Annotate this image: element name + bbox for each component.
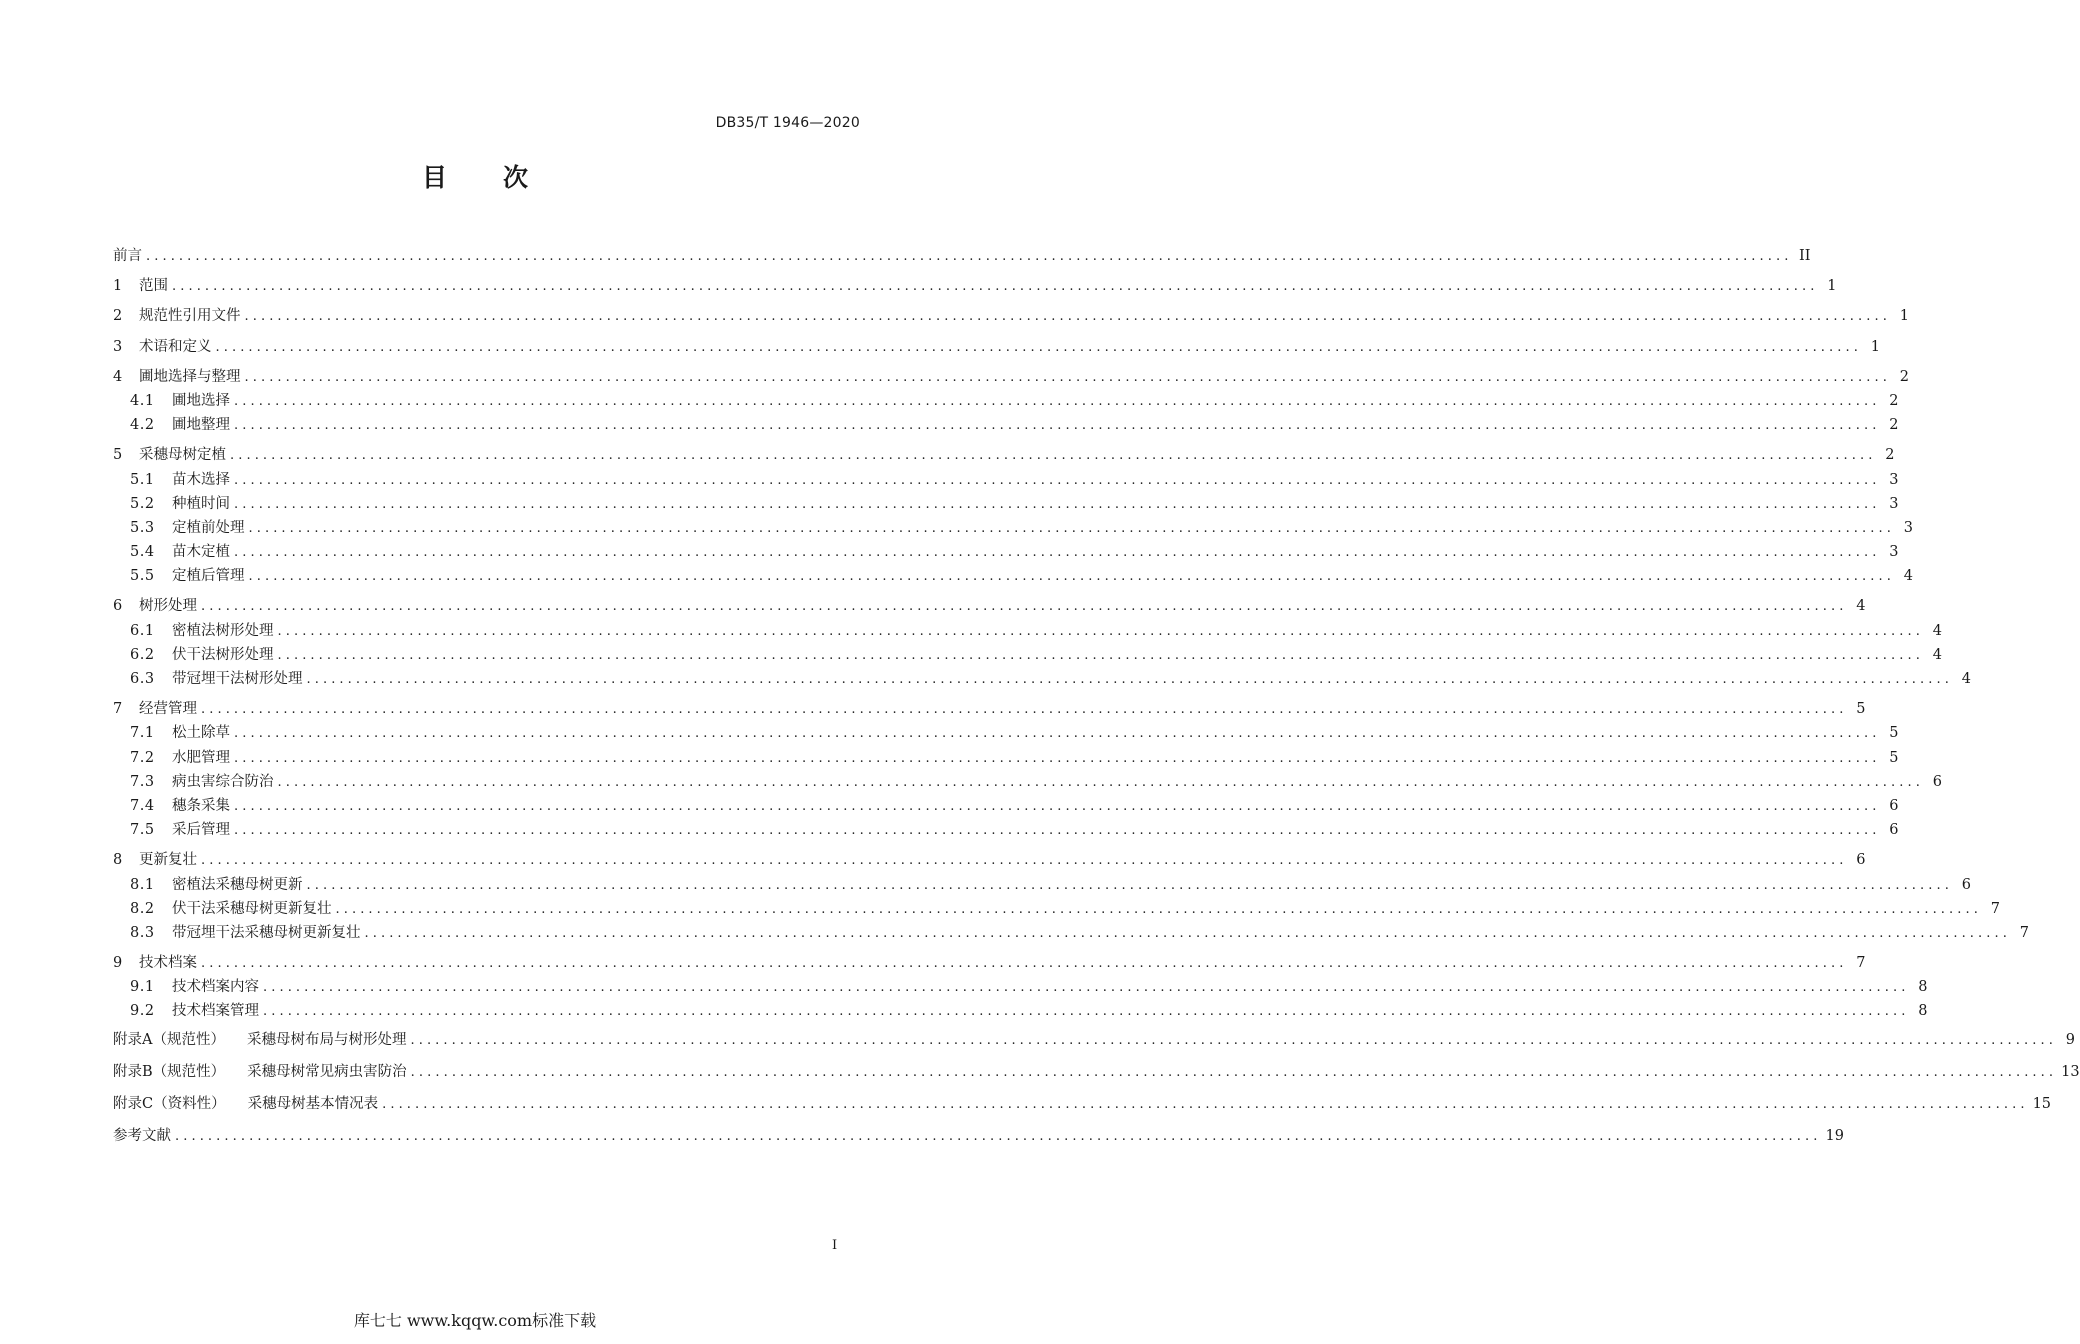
toc-entry-page: II: [1799, 248, 1811, 264]
toc-leader-dots: ........................................................................................................................................................................................................: [277, 774, 1924, 790]
toc-leader-dots: ........................................................................................................................................................................................................: [234, 472, 1881, 488]
toc-entry[interactable]: [113, 389, 1899, 413]
toc-entry-page: 6: [1932, 773, 1942, 790]
toc-entry[interactable]: [113, 721, 1899, 745]
toc-entry-number: 8: [113, 852, 123, 869]
toc-entry-page: 19: [1825, 1127, 1844, 1144]
toc-entry-label: 松土除草: [172, 725, 230, 742]
toc-leader-dots: ........................................................................................................................................................................................................: [263, 1004, 1910, 1020]
toc-leader-dots: ........................................................................................................................................................................................................: [234, 393, 1881, 409]
toc-entry-number: 2: [113, 308, 123, 325]
toc-leader-dots: ........................................................................................................................................................................................................: [248, 569, 1895, 585]
toc-leader-dots: ........................................................................................................................................................................................................: [410, 1032, 2057, 1048]
toc-entry[interactable]: [113, 335, 1880, 359]
toc-entry-title: 采穗母树基本情况表: [247, 1095, 379, 1112]
title-part-2: 次: [503, 163, 529, 192]
toc-entry-page: 2: [1885, 447, 1895, 464]
toc-entry-number: 6.1: [130, 622, 155, 639]
toc-entry-label: 树形处理: [139, 598, 197, 615]
toc-entry[interactable]: [113, 1056, 2080, 1088]
toc-entry-page: 2: [1889, 392, 1899, 409]
toc-entry-label: 苗木定植: [172, 544, 230, 561]
toc-entry[interactable]: [113, 697, 1866, 721]
toc-entry-label: 伏干法树形处理: [172, 646, 274, 663]
toc-entry-number: 8.2: [130, 900, 155, 917]
toc-entry-page: 6: [1856, 852, 1866, 869]
toc-entry[interactable]: [113, 897, 2000, 921]
toc-entry-number: 7.2: [130, 749, 155, 766]
toc-entry-title: 采穗母树常见病虫害防治: [247, 1063, 407, 1080]
toc-leader-dots: ........................................................................................................................................................................................................: [244, 309, 1891, 325]
toc-leader-dots: ........................................................................................................................................................................................................: [248, 520, 1895, 536]
toc-entry-number: 6.2: [130, 646, 155, 663]
toc-entry-page: 4: [1932, 622, 1942, 639]
toc-leader-dots: ........................................................................................................................................................................................................: [230, 448, 1877, 464]
toc-entry[interactable]: [113, 1024, 2075, 1056]
toc-entry-number: 7.4: [130, 797, 155, 814]
toc-entry-number: 5.1: [130, 471, 155, 488]
toc-entry-number: 7.5: [130, 822, 155, 839]
toc-entry-label: 采后管理: [172, 822, 230, 839]
table-of-contents: [113, 244, 2080, 1152]
toc-entry-page: 5: [1856, 701, 1866, 718]
toc-leader-dots: ........................................................................................................................................................................................................: [335, 901, 1982, 917]
toc-entry-page: 8: [1918, 1003, 1928, 1020]
page-number: I: [832, 1238, 838, 1253]
toc-entry-page: 6: [1961, 876, 1971, 893]
toc-entry-page: 5: [1889, 749, 1899, 766]
toc-entry-label: 密植法树形处理: [172, 622, 274, 639]
toc-entry[interactable]: [113, 1088, 2052, 1120]
toc-entry[interactable]: [113, 564, 1913, 588]
toc-entry-number: 8.1: [130, 876, 155, 893]
toc-entry-label: 附录B（规范性）: [113, 1063, 226, 1080]
toc-entry-label: 带冠埋干法树形处理: [172, 671, 303, 687]
toc-entry[interactable]: [113, 643, 1942, 667]
toc-entry-label: 技术档案: [139, 955, 197, 972]
toc-entry-page: 3: [1889, 544, 1899, 561]
toc-entry-label: 经营管理: [139, 701, 197, 718]
toc-entry-page: 7: [2019, 924, 2029, 941]
toc-entry-page: 3: [1889, 495, 1899, 512]
toc-entry[interactable]: [113, 848, 1866, 872]
toc-leader-dots: ........................................................................................................................................................................................................: [234, 750, 1881, 766]
title-part-1: 目: [421, 163, 447, 192]
toc-entry-page: 7: [1990, 900, 2000, 917]
toc-entry-label: 圃地选择: [172, 392, 230, 409]
toc-entry-page: 4: [1903, 568, 1913, 585]
toc-leader-dots: ........................................................................................................................................................................................................: [234, 418, 1881, 434]
toc-entry[interactable]: [113, 365, 1909, 389]
footer-watermark: 库七七 www.kqqw.com标准下载: [353, 1311, 597, 1330]
toc-entry-number: 9: [113, 955, 123, 972]
toc-leader-dots: ........................................................................................................................................................................................................: [306, 672, 1953, 687]
toc-entry-page: 15: [2032, 1095, 2052, 1112]
toc-entry[interactable]: [113, 244, 1811, 268]
toc-entry-label: 定植后管理: [172, 568, 245, 585]
toc-leader-dots: ........................................................................................................................................................................................................: [263, 980, 1910, 996]
toc-leader-dots: ........................................................................................................................................................................................................: [410, 1064, 2058, 1080]
toc-entry-page: 4: [1961, 671, 1971, 687]
toc-entry[interactable]: [113, 516, 1913, 540]
toc-entry[interactable]: [113, 999, 1928, 1023]
toc-entry-number: 7.1: [130, 725, 155, 742]
toc-entry-page: 6: [1889, 822, 1899, 839]
toc-leader-dots: ........................................................................................................................................................................................................: [277, 623, 1924, 639]
toc-entry-label: 伏干法采穗母树更新复壮: [172, 900, 332, 917]
toc-entry-label: 定植前处理: [172, 519, 245, 536]
toc-entry[interactable]: [113, 770, 1942, 794]
toc-entry-number: 5.3: [130, 519, 155, 536]
toc-entry[interactable]: [113, 492, 1899, 516]
toc-entry-label: 采穗母树定植: [139, 447, 226, 464]
toc-entry[interactable]: [113, 468, 1899, 492]
toc-entry-number: 7: [113, 701, 123, 718]
toc-leader-dots: ........................................................................................................................................................................................................: [201, 956, 1848, 972]
toc-entry-label: 技术档案内容: [172, 979, 259, 996]
toc-entry-label: 穗条采集: [172, 797, 230, 814]
toc-entry[interactable]: [113, 873, 1971, 897]
toc-entry-page: 7: [1856, 955, 1866, 972]
toc-entry-number: 3: [113, 338, 123, 355]
toc-entry-number: 4.2: [130, 417, 155, 434]
toc-entry[interactable]: [113, 443, 1895, 467]
toc-leader-dots: ........................................................................................................................................................................................................: [201, 599, 1848, 615]
toc-entry-label: 术语和定义: [139, 338, 212, 355]
toc-entry-label: 病虫害综合防治: [172, 773, 274, 790]
toc-entry-label: 更新复壮: [139, 852, 197, 869]
toc-entry-label: 附录C（资料性）: [113, 1095, 226, 1112]
toc-entry-page: 3: [1889, 471, 1899, 488]
toc-entry[interactable]: [113, 1120, 1844, 1152]
toc-entry-title: 采穗母树布局与树形处理: [246, 1031, 407, 1048]
toc-entry[interactable]: [113, 951, 1866, 975]
toc-entry[interactable]: [113, 921, 2029, 945]
toc-entry-number: 6: [113, 598, 123, 615]
toc-leader-dots: ........................................................................................................................................................................................................: [201, 702, 1848, 718]
toc-entry-number: 6.3: [130, 671, 155, 687]
toc-entry-number: 5.2: [130, 495, 155, 512]
toc-entry[interactable]: [113, 594, 1866, 618]
toc-entry[interactable]: [113, 304, 1909, 328]
toc-entry-label: 种植时间: [172, 495, 230, 512]
toc-leader-dots: ........................................................................................................................................................................................................: [234, 798, 1881, 814]
toc-leader-dots: ........................................................................................................................................................................................................: [364, 925, 2011, 941]
toc-entry-page: 3: [1903, 519, 1913, 536]
toc-entry-number: 5: [113, 447, 123, 464]
toc-leader-dots: ........................................................................................................................................................................................................: [234, 496, 1881, 512]
toc-entry-label: 圃地整理: [172, 417, 230, 434]
toc-entry-label: 苗木选择: [172, 471, 230, 488]
toc-entry-number: 5.5: [130, 568, 155, 585]
toc-leader-dots: ........................................................................................................................................................................................................: [234, 545, 1881, 561]
toc-entry-number: 7.3: [130, 773, 155, 790]
toc-entry[interactable]: [113, 413, 1899, 437]
toc-leader-dots: ........................................................................................................................................................................................................: [382, 1096, 2029, 1112]
toc-entry[interactable]: [113, 619, 1942, 643]
toc-entry[interactable]: [113, 794, 1899, 818]
toc-leader-dots: ........................................................................................................................................................................................................: [234, 726, 1881, 742]
toc-entry-page: 4: [1932, 646, 1942, 663]
toc-entry-page: 1: [1827, 278, 1837, 295]
toc-leader-dots: ........................................................................................................................................................................................................: [172, 279, 1819, 295]
toc-entry-number: 9.1: [130, 979, 155, 996]
toc-leader-dots: ........................................................................................................................................................................................................: [244, 369, 1891, 385]
toc-leader-dots: ........................................................................................................................................................................................................: [215, 339, 1862, 355]
toc-entry-label: 带冠埋干法采穗母树更新复壮: [172, 924, 361, 941]
toc-entry-page: 13: [2061, 1063, 2080, 1080]
toc-entry[interactable]: [113, 667, 1971, 691]
toc-entry[interactable]: [113, 540, 1899, 564]
toc-entry-number: 4: [113, 368, 123, 385]
toc-entry-page: 4: [1856, 598, 1866, 615]
toc-entry-page: 5: [1889, 725, 1899, 742]
toc-entry-label: 参考文献: [113, 1127, 171, 1144]
toc-entry-page: 1: [1899, 308, 1909, 325]
page-title: [0, 158, 950, 194]
toc-entry[interactable]: [113, 975, 1928, 999]
toc-leader-dots: ........................................................................................................................................................................................................: [175, 1128, 1822, 1144]
toc-entry-page: 6: [1889, 797, 1899, 814]
toc-entry-label: 附录A（规范性）: [113, 1031, 225, 1048]
toc-entry[interactable]: [113, 274, 1837, 298]
toc-entry-page: 1: [1870, 338, 1880, 355]
toc-entry-label: 规范性引用文件: [139, 308, 241, 325]
toc-entry-number: 1: [113, 278, 123, 295]
toc-entry-number: 4.1: [130, 392, 155, 409]
toc-leader-dots: ........................................................................................................................................................................................................: [201, 853, 1848, 869]
document-number: DB35/T 1946—2020: [715, 115, 860, 131]
toc-entry-number: 8.3: [130, 924, 155, 941]
toc-entry[interactable]: [113, 746, 1899, 770]
toc-leader-dots: ........................................................................................................................................................................................................: [277, 647, 1924, 663]
toc-entry-number: 9.2: [130, 1003, 155, 1020]
toc-entry-label: 圃地选择与整理: [139, 368, 241, 385]
toc-entry-label: 技术档案管理: [172, 1003, 259, 1020]
toc-leader-dots: ........................................................................................................................................................................................................: [146, 249, 1793, 264]
toc-entry-label: 水肥管理: [172, 749, 230, 766]
toc-entry-page: 9: [2065, 1031, 2075, 1048]
toc-entry-page: 2: [1899, 368, 1909, 385]
toc-leader-dots: ........................................................................................................................................................................................................: [234, 823, 1881, 839]
toc-entry-label: 密植法采穗母树更新: [172, 876, 303, 893]
toc-entry-label: 范围: [139, 278, 168, 295]
toc-entry-page: 2: [1889, 417, 1899, 434]
toc-entry-number: 5.4: [130, 544, 155, 561]
toc-entry-label: 前言: [113, 248, 142, 264]
toc-entry[interactable]: [113, 818, 1899, 842]
toc-entry-page: 8: [1918, 979, 1928, 996]
toc-leader-dots: ........................................................................................................................................................................................................: [306, 877, 1953, 893]
